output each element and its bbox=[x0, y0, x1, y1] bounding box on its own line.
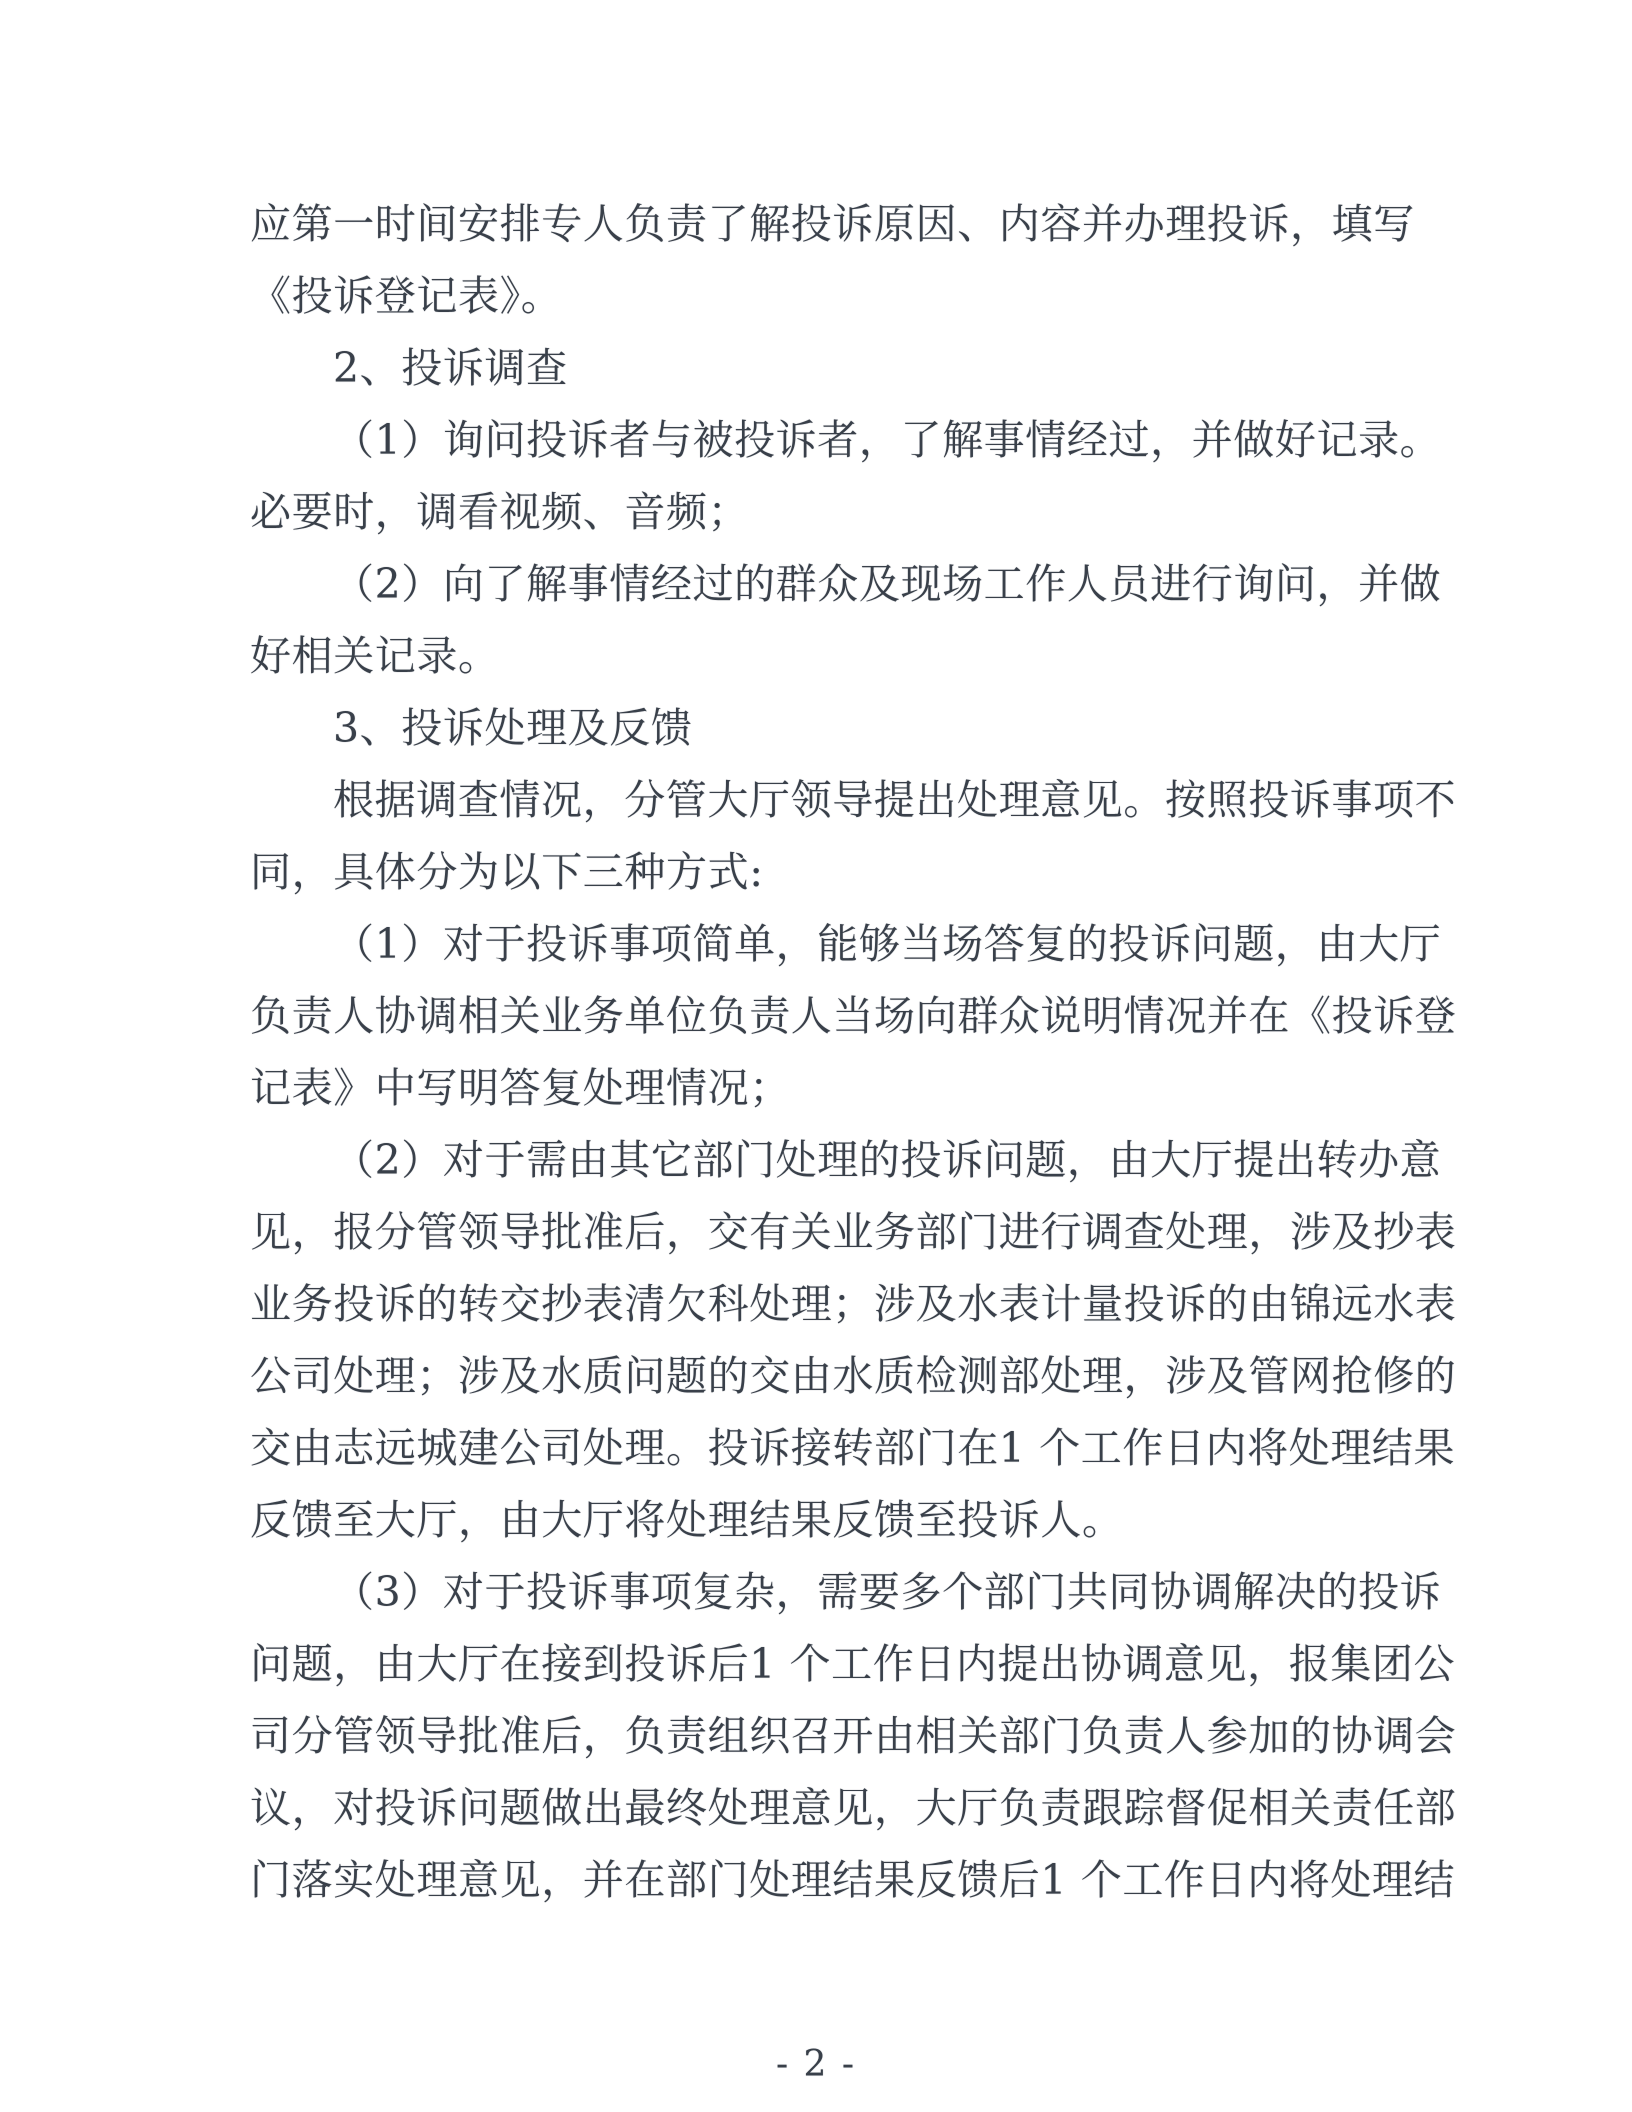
text-line: 司分管领导批准后，负责组织召开由相关部门负责人参加的协调会 bbox=[250, 1712, 1457, 1760]
text-line: 门落实处理意见，并在部门处理结果反馈后1 个工作日内将处理结 bbox=[250, 1856, 1456, 1904]
text-line: 问题，由大厅在接到投诉后1 个工作日内提出协调意见，报集团公 bbox=[250, 1640, 1456, 1688]
document-body bbox=[250, 188, 1465, 1916]
text-line: 2、投诉调查 bbox=[333, 344, 568, 392]
text-line: 公司处理；涉及水质问题的交由水质检测部处理，涉及管网抢修的 bbox=[250, 1352, 1457, 1400]
text-line: （1）询问投诉者与被投诉者，了解事情经过，并做好记录。 bbox=[333, 416, 1442, 464]
text-line: （2）向了解事情经过的群众及现场工作人员进行询问，并做 bbox=[333, 560, 1442, 608]
text-line: 业务投诉的转交抄表清欠科处理；涉及水表计量投诉的由锦远水表 bbox=[250, 1280, 1457, 1328]
text-line: 《投诉登记表》。 bbox=[250, 272, 563, 320]
text-line: 根据调查情况，分管大厅领导提出处理意见。按照投诉事项不 bbox=[333, 776, 1457, 824]
text-line: 负责人协调相关业务单位负责人当场向群众说明情况并在《投诉登 bbox=[250, 992, 1457, 1040]
text-line: （1）对于投诉事项简单，能够当场答复的投诉问题，由大厅 bbox=[333, 920, 1442, 968]
text-line: 交由志远城建公司处理。投诉接转部门在1 个工作日内将处理结果 bbox=[250, 1424, 1456, 1472]
text-line: 必要时，调看视频、音频； bbox=[250, 488, 750, 536]
text-line: 同，具体分为以下三种方式: bbox=[250, 848, 764, 896]
text-line: 见，报分管领导批准后，交有关业务部门进行调查处理，涉及抄表 bbox=[250, 1208, 1457, 1256]
text-line: 好相关记录。 bbox=[250, 632, 500, 680]
text-line: （3）对于投诉事项复杂，需要多个部门共同协调解决的投诉 bbox=[333, 1568, 1442, 1616]
text-line: 应第一时间安排专人负责了解投诉原因、内容并办理投诉，填写 bbox=[250, 200, 1415, 248]
page-number: - 2 - bbox=[775, 2044, 857, 2085]
text-line: 反馈至大厅，由大厅将处理结果反馈至投诉人。 bbox=[250, 1496, 1124, 1544]
text-line: 记表》中写明答复处理情况； bbox=[250, 1064, 791, 1112]
text-line: 3、投诉处理及反馈 bbox=[333, 704, 693, 752]
text-line: 议，对投诉问题做出最终处理意见，大厅负责跟踪督促相关责任部 bbox=[250, 1784, 1457, 1832]
text-line: （2）对于需由其它部门处理的投诉问题，由大厅提出转办意 bbox=[333, 1136, 1442, 1184]
